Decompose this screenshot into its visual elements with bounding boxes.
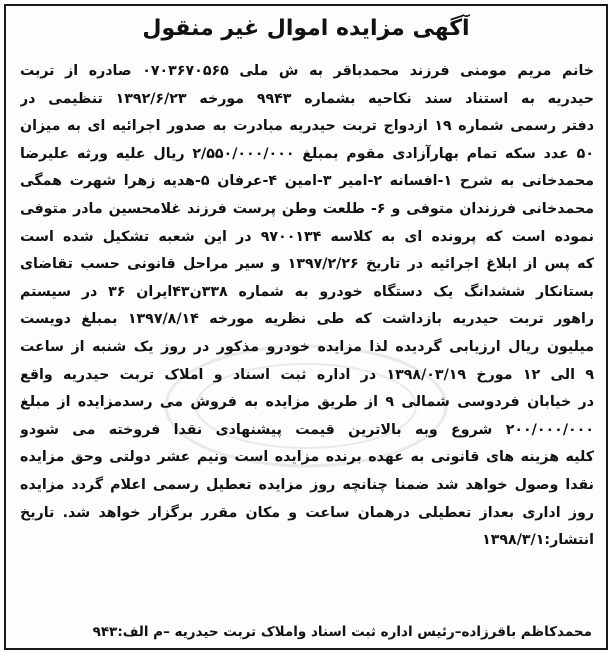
notice-line: میلیون ریال ارزیابی گردیده لذا مزایده خودرو مذکور در روز یک شنبه از ساعت [20,338,594,355]
notice-body [20,58,594,555]
notice-line: در خیابان فردوسی شمالی ۹ از طریق مزایده به فروش می رسدمزایده از مبلغ [20,394,594,411]
notice-line: که پس از ابلاغ اجرائیه در تاریخ ۱۳۹۷/۲/۲۶ و سیر مراحل قانونی حسب تقاضای [20,256,594,273]
notice-line: نقدا وصول خواهد شد ضمنا چنانچه روز مزایده تعطیل رسمی اعلام گردد مزایده [20,476,594,493]
notice-title: آگهی مزایده اموال غیر منقول [142,16,470,41]
notice-line: روز اداری بعداز تعطیلی درهمان ساعت و مکان مقرر برگزار خواهد شد. تاریخ [20,504,594,521]
notice-line: خانم مریم مومنی فرزند محمدباقر به ش ملی ۰۷۰۳۶۷۰۵۶۵ صادره از تربت [20,63,594,79]
notice-line: ۵۰ عدد سکه تمام بهارآزادی مقوم بمبلغ ۲/۵۵۰/۰۰۰/۰۰۰ ریال علیه ورثه علیرضا [20,145,594,162]
notice-line: ۲۰۰/۰۰۰/۰۰۰ شروع وبه بالاترین قیمت پیشنهادی نقدا فروخته می شودو [20,421,594,438]
notice-frame [4,4,608,650]
notice-line: راهور تربت حیدریه بازداشت که طی نظریه مورخه ۱۳۹۷/۸/۱۴ بمبلغ دویست [20,311,594,328]
notice-line: محمدخانی به شرح ۱-افسانه ۲-امیر ۳-امین ۴-عرفان ۵-هدیه زهرا شهرت همگی [20,173,594,190]
publication-date: انتشار:۱۳۹۸/۳/۱ [482,532,594,549]
notice-line: دفتر رسمی شماره ۱۹ ازدواج تربت حیدریه مبادرت به صدور اجرائیه ای به میزان [20,118,594,135]
notice-line: نموده است که پرونده ای به کلاسه ۹۷۰۰۱۳۴ در این شعبه تشکیل شده است [20,228,594,245]
notice-line: محمدخانی فرزندان متوفی و ۶- طلعت وطن پرست فرزند غلامحسین مادر متوفی [20,200,594,217]
notice-line: کلیه هزینه های قانونی به عهده برنده مزایده است ونیم عشر دولتی وحق مزایده [20,449,594,466]
notice-line: ۹ الی ۱۲ مورخ ۱۳۹۸/۰۳/۱۹ در اداره ثبت اسناد و املاک تربت حیدریه واقع [20,366,594,383]
signature-line: محمدکاظم باقرزاده–رئیس اداره ثبت اسناد واملاک تربت حیدریه –م الف:۹۴۳ [92,624,592,640]
notice-line: حیدریه به استناد سند نکاحیه بشماره ۹۹۴۳ مورخه ۱۳۹۲/۶/۲۳ تنظیمی در [20,90,594,107]
notice-line: بستانکار ششدانگ یک دستگاه خودرو به شماره ۳۳۸ن۴۳ایران ۳۶ در سیستم [20,283,594,300]
